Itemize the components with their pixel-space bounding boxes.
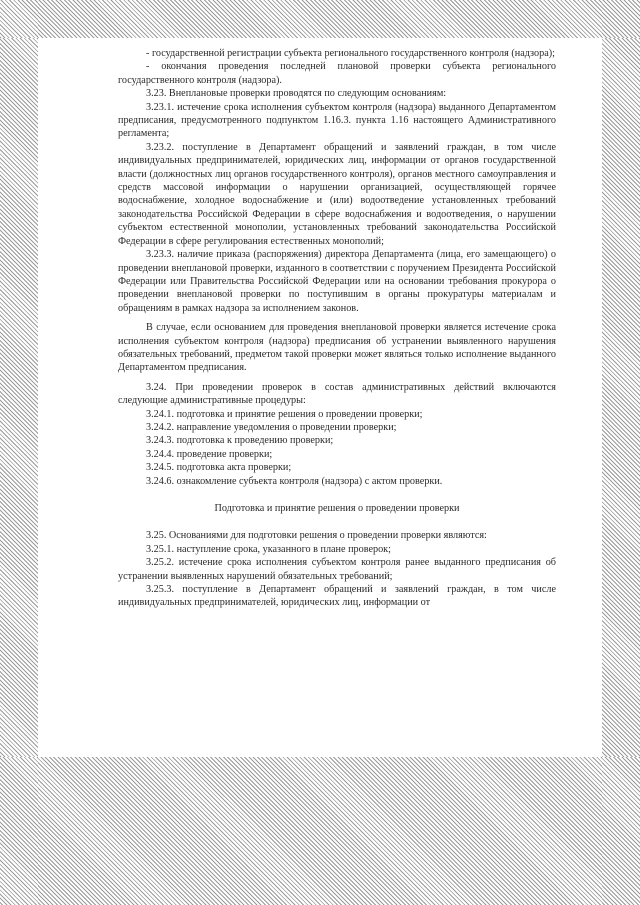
paragraph: - окончания проведения последней плановой проверки субъекта регионального государственного контроля (надзора). — [118, 61, 556, 86]
paragraph: 3.25.2. истечение срока исполнения субъектом контроля ранее выданного предписания об устранении выявленных нарушений обязательных требований; — [118, 557, 556, 582]
paragraph: 3.23.1. истечение срока исполнения субъектом контроля (надзора) выданного Департаментом предписания, предусмотренного подпунктом 1.16.3. пункта 1.16 настоящего Административного регламента; — [118, 101, 556, 140]
paragraph: В случае, если основанием для проведения внеплановой проверки является истечение срока исполнения субъектом контроля (надзора) предписания об устранении выявленного нарушения обязательных требований, предметом такой проверки может являться только исполнение выданного Департаментом предписания. — [118, 322, 556, 374]
paragraph: 3.24.3. подготовка к проведению проверки; — [146, 435, 334, 447]
paragraph: 3.23.3. наличие приказа (распоряжения) директора Департамента (лица, его замещающего) о проведении внеплановой проверки, изданного в соответствии с поручением Президента Российской Федерации или Правительства Российской Федерации или на основании требования прокурора о проведении внеплановой проверки по поступившим в органы прокуратуры материалам и обращениям в рамках надзора за исполнением законов. — [118, 249, 556, 314]
paragraph: 3.25.3. поступление в Департамент обращений и заявлений граждан, в том числе индивидуальных предпринимателей, юридических лиц, информации от — [118, 584, 556, 609]
document-body — [118, 47, 556, 610]
section-heading: Подготовка и принятие решения о проведении проверки — [214, 503, 460, 514]
paragraph: 3.24.4. проведение проверки; — [146, 448, 273, 460]
paragraph: 3.24.2. направление уведомления о проведении проверки; — [146, 421, 397, 433]
paragraph: 3.24.5. подготовка акта проверки; — [146, 462, 292, 474]
paragraph: 3.23. Внеплановые проверки проводятся по следующим основаниям: — [146, 88, 447, 100]
paragraph: 3.24. При проведении проверок в состав административных действий включаются следующие административные процедуры: — [118, 381, 556, 407]
paragraph: 3.25. Основаниями для подготовки решения о проведении проверки являются: — [146, 530, 487, 542]
paragraph: 3.24.6. ознакомление субъекта контроля (надзора) с актом проверки. — [146, 475, 443, 487]
paragraph: - государственной регистрации субъекта регионального государственного контроля (надзора); — [146, 48, 555, 59]
paragraph: 3.24.1. подготовка и принятие решения о проведении проверки; — [146, 408, 423, 420]
paragraph: 3.23.2. поступление в Департамент обращений и заявлений граждан, в том числе индивидуальных предпринимателей, юридических лиц, информации от органов государственной власти (должностных лиц органов государственного контроля), органов местного самоуправления и средств массовой информации о нарушении организацией, осуществляющей горячее водоснабжение, холодное водоснабжение и (или) водоотведение установленных требований законодательства Российской Федерации в сфере водоснабжения и водоотведения, о нарушении субъектом естественной монополии, установленных требований законодательства Российской Федерации в сфере регулирования естественных монополий; — [118, 141, 556, 247]
paragraph: 3.25.1. наступление срока, указанного в плане проверок; — [146, 543, 391, 555]
